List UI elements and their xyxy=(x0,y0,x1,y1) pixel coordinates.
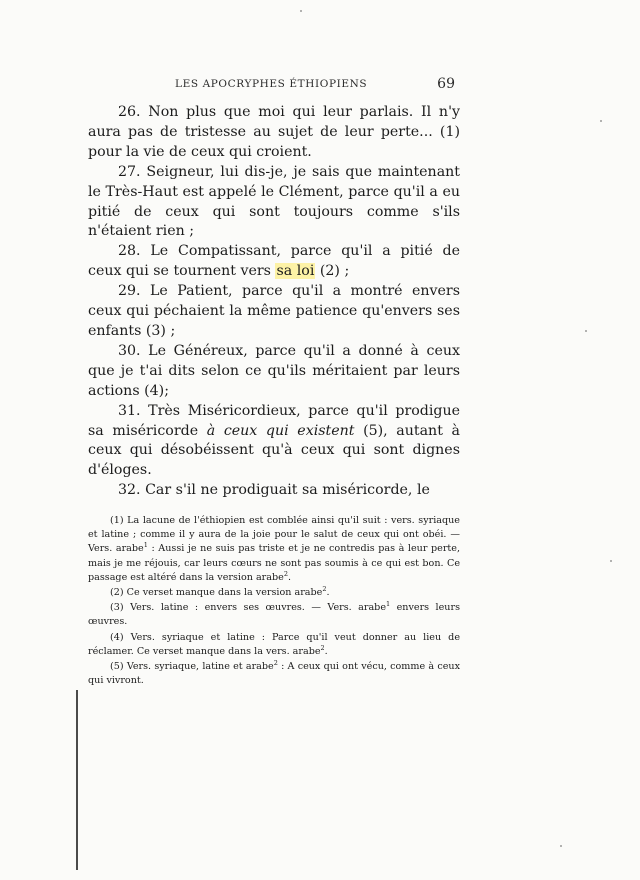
verse-31-end: (5), autant à ceux qui désobéissent qu'à ceux qui sont dignes d'éloges. xyxy=(88,422,460,479)
verse-27: 27. Seigneur, lui dis-je, je sais que maintenant le Très-Haut est appelé le Clément, parce qu'il a eu pitié de ceux qui sont toujours comme s'ils n'étaient rien ; xyxy=(88,163,460,240)
verse-28-end: (2) ; xyxy=(315,263,350,280)
footnote-text: envers leurs œuvres. xyxy=(88,602,460,628)
footnote-text: (1) La lacune de l'éthiopien est comblée ainsi qu'il suit : vers. syriaque et latine ; comme il y aura de la joie pour le salut de ceux qui ont obéi. — Vers. arabe xyxy=(88,515,460,555)
verse-28-text: 28. Le Compatissant, parce qu'il a pitié de ceux qui se tournent vers xyxy=(88,243,460,280)
footnote-sup: 2 xyxy=(320,643,325,652)
running-title: LES APOCRYPHES ÉTHIOPIENS xyxy=(175,78,368,90)
scan-speck xyxy=(300,10,302,12)
footnote-4 xyxy=(88,631,460,659)
main-text xyxy=(88,103,460,501)
verse-30: 30. Le Généreux, parce qu'il a donné à ceux que je t'ai dits selon ce qu'ils méritaient par leurs actions (4); xyxy=(88,342,460,399)
highlighted-text: sa loi xyxy=(276,263,315,280)
footnote-text: (4) Vers. syriaque et latine : Parce qu'il veut donner au lieu de réclamer. Ce verset manque dans la vers. arabe xyxy=(88,631,460,657)
verse-32: 32. Car s'il ne prodiguait sa miséricorde, le xyxy=(118,482,430,499)
footnote-3 xyxy=(88,601,460,629)
footnote-text: : Aussi je ne suis pas triste et je ne contredis pas à leur perte, mais je me réjouis, car leurs cœurs ne sont pas soumis à ce qui est bon. Ce passage est altéré dans la version arabe xyxy=(88,543,460,583)
footnote-2 xyxy=(88,586,460,600)
footnote-text: . xyxy=(324,645,328,657)
footnote-text: : A ceux qui ont vécu, comme à ceux qui vivront. xyxy=(88,661,460,687)
footnote-text: (2) Ce verset manque dans la version arabe xyxy=(110,587,323,599)
verse-29: 29. Le Patient, parce qu'il a montré envers ceux qui péchaient la même patience qu'envers ses enfants (3) ; xyxy=(88,283,460,339)
verse-28 xyxy=(88,242,460,282)
footnote-sup: 2 xyxy=(273,658,278,667)
footnote-5 xyxy=(88,660,460,688)
footnote-text: . xyxy=(287,571,292,583)
footnote-text: . xyxy=(326,587,330,599)
page-number: 69 xyxy=(437,76,455,92)
scan-margin-line xyxy=(76,690,78,870)
verse-31 xyxy=(88,402,460,482)
footnote-sup: 1 xyxy=(386,600,391,609)
scan-speck xyxy=(600,120,602,122)
verse-26: 26. Non plus que moi qui leur parlais. Il n'y aura pas de tristesse au sujet de leur perte... (1) pour la vie de ceux qui croient. xyxy=(88,104,460,160)
scan-speck xyxy=(585,330,587,332)
scan-speck xyxy=(560,845,562,847)
scan-speck xyxy=(610,560,612,562)
footnotes xyxy=(88,514,460,689)
footnote-1 xyxy=(88,514,460,585)
footnote-text: (3) Vers. latine : envers ses œuvres. — Vers. arabe xyxy=(110,602,386,614)
footnote-sup: 1 xyxy=(143,541,148,550)
footnote-sup: 2 xyxy=(322,584,327,593)
verse-31-text: 31. Très Miséricordieux, parce qu'il prodigue sa miséricorde xyxy=(88,402,460,439)
footnote-sup: 2 xyxy=(283,569,288,578)
footnote-text: (5) Vers. syriaque, latine et arabe xyxy=(110,661,274,673)
verse-31-italic: à ceux qui existent xyxy=(206,422,355,439)
page-header xyxy=(175,76,455,96)
